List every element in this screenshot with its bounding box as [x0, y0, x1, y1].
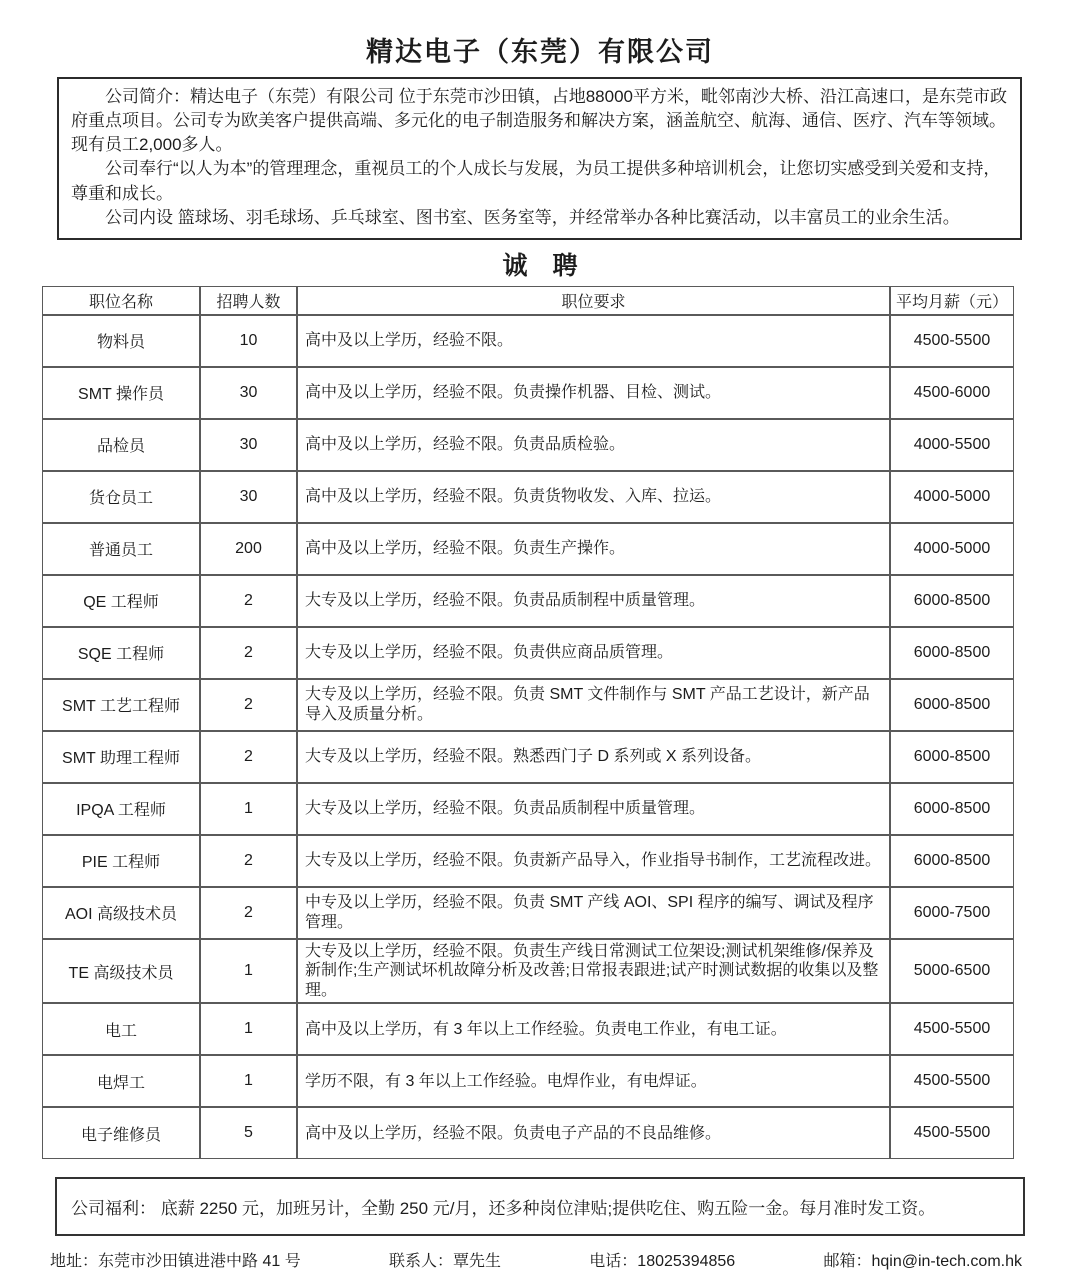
salary-cell: 4500-5500: [890, 1055, 1014, 1107]
position-cell: 电焊工: [42, 1055, 200, 1107]
footer-contact: [389, 1248, 501, 1271]
position-cell: AOI 高级技术员: [42, 887, 200, 939]
salary-cell: 4000-5500: [890, 419, 1014, 471]
position-cell: 电工: [42, 1003, 200, 1055]
table-row: [42, 835, 1014, 887]
headcount-cell: 2: [200, 627, 297, 679]
position-cell: 货仓员工: [42, 471, 200, 523]
table-row: [42, 1107, 1014, 1159]
header-position: 职位名称: [42, 286, 200, 315]
requirement-cell: 大专及以上学历，经验不限。负责新产品导入，作业指导书制作，工艺流程改进。: [297, 835, 890, 887]
salary-cell: 6000-8500: [890, 627, 1014, 679]
table-row: [42, 419, 1014, 471]
headcount-cell: 10: [200, 315, 297, 367]
job-table-body: [42, 315, 1014, 1160]
salary-cell: 6000-7500: [890, 887, 1014, 939]
footer-address: [50, 1248, 301, 1271]
address-value: 东莞市沙田镇进港中路 41 号: [98, 1253, 301, 1271]
headcount-cell: 1: [200, 1003, 297, 1055]
table-row: [42, 731, 1014, 783]
position-cell: 物料员: [42, 315, 200, 367]
page-title: 精达电子（东莞）有限公司: [366, 37, 714, 67]
document-footer: [50, 1248, 1022, 1271]
headcount-cell: 30: [200, 367, 297, 419]
position-cell: TE 高级技术员: [42, 939, 200, 1004]
headcount-cell: 30: [200, 419, 297, 471]
phone-value: 18025394856: [637, 1253, 736, 1271]
footer-email: [823, 1248, 1022, 1271]
requirement-cell: 高中及以上学历，经验不限。负责货物收发、入库、拉运。: [297, 471, 890, 523]
position-cell: IPQA 工程师: [42, 783, 200, 835]
headcount-cell: 1: [200, 783, 297, 835]
requirement-cell: 大专及以上学历，经验不限。负责品质制程中质量管理。: [297, 783, 890, 835]
intro-paragraph: 公司简介：精达电子（东莞）有限公司 位于东莞市沙田镇，占地88000平方米，毗邻南沙大桥、沿江高速口，是东莞市政府重点项目。公司专为欧美客户提供高端、多元化的电子制造服务和解决方案，涵盖航空、航海、通信、医疗、汽车等领域。现有员工2,000多人。: [71, 87, 1007, 155]
table-row: [42, 627, 1014, 679]
requirement-cell: 高中及以上学历，经验不限。负责生产操作。: [297, 523, 890, 575]
headcount-cell: 2: [200, 835, 297, 887]
headcount-cell: 1: [200, 1055, 297, 1107]
salary-cell: 6000-8500: [890, 783, 1014, 835]
intro-paragraph: 公司内设 篮球场、羽毛球场、乒乓球室、图书室、医务室等，并经常举办各种比赛活动，以丰富员工的业余生活。: [105, 207, 960, 227]
salary-cell: 6000-8500: [890, 575, 1014, 627]
table-row: [42, 471, 1014, 523]
salary-cell: 4500-5500: [890, 1107, 1014, 1159]
table-row: [42, 887, 1014, 939]
requirement-cell: 大专及以上学历，经验不限。负责品质制程中质量管理。: [297, 575, 890, 627]
headcount-cell: 1: [200, 939, 297, 1004]
benefits-box: [55, 1177, 1025, 1236]
position-cell: 普通员工: [42, 523, 200, 575]
footer-phone: [589, 1248, 735, 1271]
salary-cell: 6000-8500: [890, 679, 1014, 731]
requirement-cell: 高中及以上学历，经验不限。负责品质检验。: [297, 419, 890, 471]
benefits-text: 公司福利： 底薪 2250 元，加班另计，全勤 250 元/月，还多种岗位津贴;提供吃住、购五险一金。每月准时发工资。: [71, 1199, 936, 1219]
requirement-cell: 高中及以上学历，经验不限。: [297, 315, 890, 367]
position-cell: 电子维修员: [42, 1107, 200, 1159]
table-row: [42, 1055, 1014, 1107]
requirement-cell: 大专及以上学历，经验不限。负责 SMT 文件制作与 SMT 产品工艺设计，新产品导入及质量分析。: [297, 679, 890, 731]
salary-cell: 4500-5500: [890, 315, 1014, 367]
salary-cell: 6000-8500: [890, 731, 1014, 783]
salary-cell: 4000-5000: [890, 471, 1014, 523]
table-row: [42, 315, 1014, 367]
contact-label: 联系人：: [388, 1253, 453, 1271]
requirement-cell: 学历不限，有 3 年以上工作经验。电焊作业，有电焊证。: [297, 1055, 890, 1107]
position-cell: SMT 操作员: [42, 367, 200, 419]
headcount-cell: 2: [200, 731, 297, 783]
requirement-cell: 大专及以上学历，经验不限。负责供应商品质管理。: [297, 627, 890, 679]
table-row: [42, 1003, 1014, 1055]
requirement-cell: 高中及以上学历，有 3 年以上工作经验。负责电工作业，有电工证。: [297, 1003, 890, 1055]
table-row: [42, 939, 1014, 1004]
requirement-cell: 高中及以上学历，经验不限。负责电子产品的不良品维修。: [297, 1107, 890, 1159]
headcount-cell: 200: [200, 523, 297, 575]
intro-paragraph: 公司奉行“以人为本”的管理理念，重视员工的个人成长与发展，为员工提供多种培训机会，让您切实感受到关爱和支持，尊重和成长。: [71, 159, 1001, 203]
phone-label: 电话：: [589, 1253, 638, 1271]
table-row: [42, 523, 1014, 575]
requirement-cell: 大专及以上学历，经验不限。负责生产线日常测试工位架设;测试机架维修/保养及新制作;生产测试坏机故障分析及改善;日常报表跟进;试产时测试数据的收集以及整理。: [297, 939, 890, 1004]
requirement-cell: 高中及以上学历，经验不限。负责操作机器、目检、测试。: [297, 367, 890, 419]
position-cell: SMT 助理工程师: [42, 731, 200, 783]
position-cell: SMT 工艺工程师: [42, 679, 200, 731]
header-requirement: 职位要求: [297, 286, 890, 315]
salary-cell: 6000-8500: [890, 835, 1014, 887]
table-row: [42, 679, 1014, 731]
headcount-cell: 2: [200, 575, 297, 627]
contact-value: 覃先生: [453, 1253, 502, 1271]
salary-cell: 5000-6500: [890, 939, 1014, 1004]
position-cell: QE 工程师: [42, 575, 200, 627]
position-cell: SQE 工程师: [42, 627, 200, 679]
headcount-cell: 2: [200, 887, 297, 939]
header-headcount: 招聘人数: [200, 286, 297, 315]
table-row: [42, 367, 1014, 419]
email-label: 邮箱：: [823, 1253, 872, 1271]
table-row: [42, 783, 1014, 835]
salary-cell: 4000-5000: [890, 523, 1014, 575]
recruit-heading: 诚 聘: [502, 251, 578, 280]
address-label: 地址：: [50, 1253, 99, 1271]
headcount-cell: 30: [200, 471, 297, 523]
email-value: hqin@in-tech.com.hk: [871, 1253, 1022, 1271]
table-header-row: [42, 286, 1014, 315]
headcount-cell: 2: [200, 679, 297, 731]
salary-cell: 4500-6000: [890, 367, 1014, 419]
requirement-cell: 中专及以上学历，经验不限。负责 SMT 产线 AOI、SPI 程序的编写、调试及程序管理。: [297, 887, 890, 939]
salary-cell: 4500-5500: [890, 1003, 1014, 1055]
position-cell: 品检员: [42, 419, 200, 471]
requirement-cell: 大专及以上学历，经验不限。熟悉西门子 D 系列或 X 系列设备。: [297, 731, 890, 783]
job-table: [42, 286, 1014, 1160]
position-cell: PIE 工程师: [42, 835, 200, 887]
headcount-cell: 5: [200, 1107, 297, 1159]
company-intro-box: [57, 77, 1022, 240]
table-row: [42, 575, 1014, 627]
header-salary: 平均月薪（元）: [890, 286, 1014, 315]
